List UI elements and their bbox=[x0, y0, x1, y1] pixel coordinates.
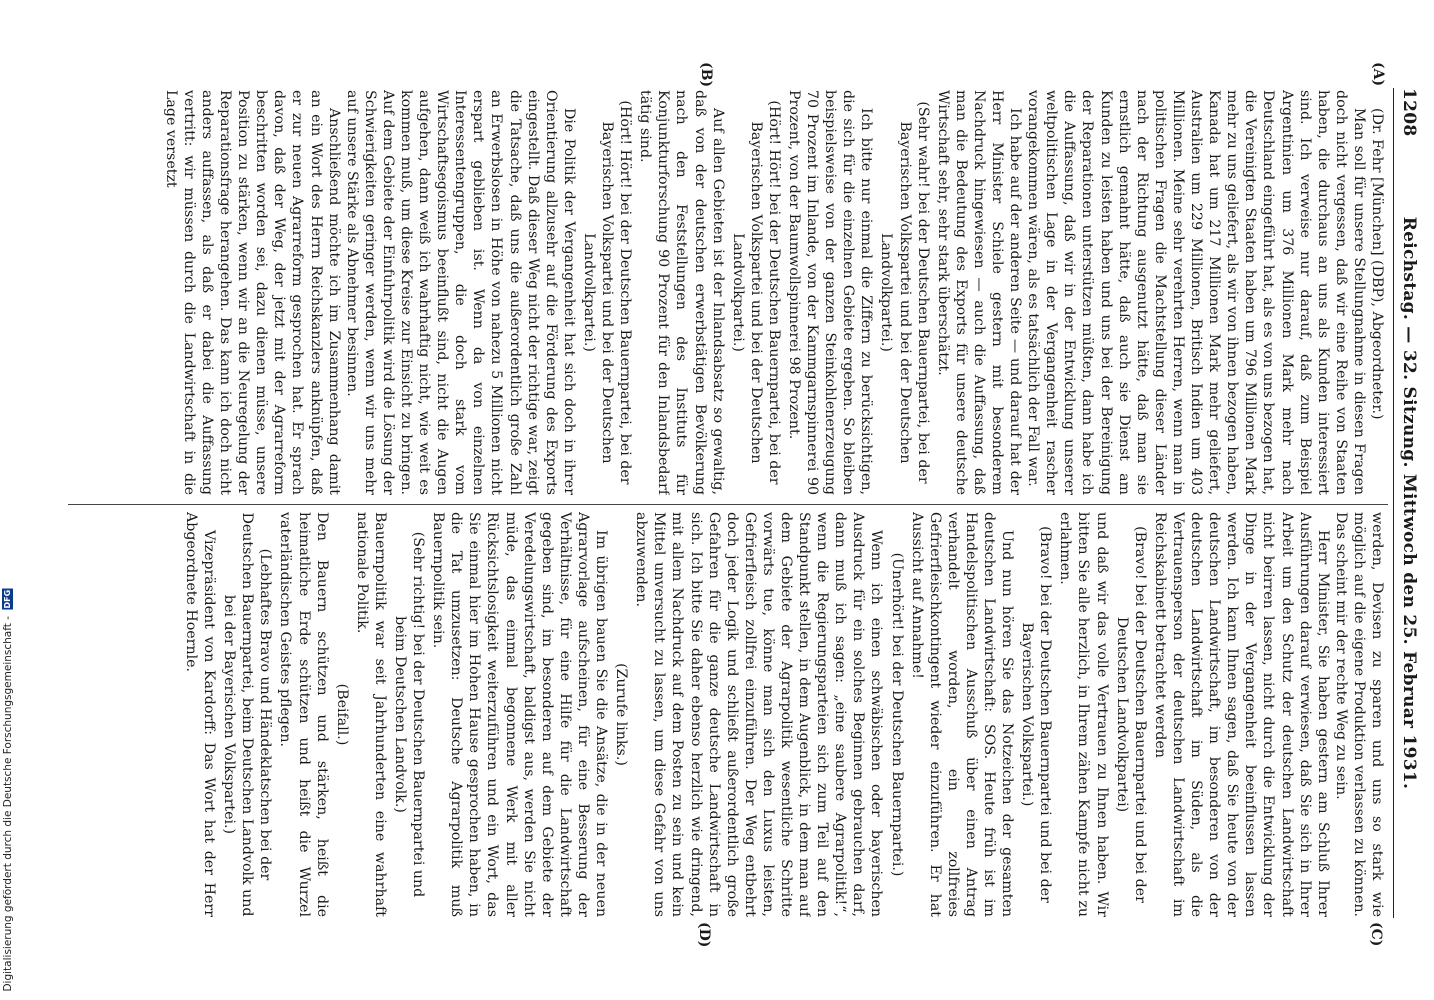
paragraph: Auf allen Gebieten ist der Inlandsabsatz so gewaltig, daß von der deutschen erwerbstätigen Bevölkerung nach den Feststellungen des Instituts für Konjunkturforschung 90 Prozent für den Inlandsbedarf tätig sind. bbox=[637, 90, 726, 495]
interjection: (Sehr wahr! bei der Deutschen Bauernpartei, bei der Bayerischen Volkspartei und bei der Deutschen Landvolkpartei.) bbox=[878, 101, 931, 484]
margin-marker-a: (A) bbox=[1370, 62, 1386, 87]
paragraph: Ich habe auf der anderen Seite — und darauf hat der Herr Minister Schiele gestern mit besonderem Nachdruck hingewiesen — auch die Auffassung, daß man die Bedeutung des Exports für unsere deutsche Wirtschaft sehr, sehr stark überschätzt. bbox=[934, 90, 1024, 495]
paragraph: Die Politik der Vergangenheit hat sich doch in ihrer Orientierung allzusehr auf die Förderung des Exports eingestellt. Daß dieser Weg nicht der richtige war, zeigt die Tatsache, daß uns die außerordentlich große Zahl an Erwerbslosen in Höhe von nahezu 5 Millionen nicht erspart geblieben ist. Wenn da von einzelnen Interessentengruppen, die doch stark vom Wirtschaftsegoismus beeinflußt sind, nicht die Augen aufgehen, dann weiß ich wahrhaftig nicht, wie weit es kommen muß, um diese Kreise zur Einsicht zu bringen. Auf dem Gebiete der Einfuhrpolitik wird die Lösung der Schwierigkeiten geringer werden, wenn wir uns mehr auf unsere Stärke als Abnehmer besinnen. bbox=[343, 90, 577, 495]
margin-marker-c: (C) bbox=[1368, 922, 1384, 947]
paragraph: Herr Minister, Sie haben gestern am Schluß Ihrer Ausführungen darauf verwiesen, daß Sie sich in Ihrer Arbeit um den Schutz der deutschen Landwirtschaft nicht beirren lassen, nicht durch die Entwicklung der Dinge in der Vergangenheit beeinflussen lassen werden. Ich kann Ihnen sagen, daß Sie heute von der deutschen Landwirtschaft, im besonderen von der deutschen Landwirtschaft im Süden, als die Vertrauensperson der deutschen Landwirtschaft im Reichskabinett betrachtet werden bbox=[1151, 512, 1331, 917]
paragraph: Den Bauern schützen und stärken, heißt die heimatliche Erde schützen und heißt die Wurzel vaterländischen Geistes pflegen. bbox=[277, 512, 330, 917]
paragraph: werden, Devisen zu sparen und uns so stark wie möglich auf die eigene Produktion verlassen zu können. Das scheint mir der rechte Weg zu sein. bbox=[1332, 512, 1385, 917]
page-number: 1208 bbox=[1399, 88, 1419, 137]
column-divider bbox=[68, 504, 1388, 505]
interjection: (Hört! Hört! bei der Deutschen Bauernpartei, bei der Bayerischen Volkspartei und bei der Deutschen Landvolkpartei.) bbox=[729, 100, 782, 485]
interjection: (Bravo! bei der Deutschen Bauernpartei und bei der Deutschen Landvolkpartei) bbox=[1113, 526, 1148, 903]
paragraph: Im übrigen bauen Sie die Ansätze, die in der neuen Agrarvorlage aufscheinen, für eine Besserung der Verhältnisse, für eine Hilfe für die Landwirtschaft gegeben sind, im besonderen auf dem Gebiete der Veredelungswirtschaft, baldigst aus, werden Sie nicht müde, das einmal begonnene Werk mit aller Rücksichtslosigkeit weiterzuführen und ein Wort, das Sie einmal hier im Hohen Hause gesprochen haben, in die Tat umzusetzen: Deutsche Agrarpolitik muß Bauernpolitik sein. bbox=[430, 512, 610, 917]
margin-marker-d: (D) bbox=[696, 922, 712, 948]
paragraph: (Dr. Fehr [München] (DBP), Abgeordneter.) bbox=[1369, 108, 1385, 420]
interjection: (Sehr richtig! bei der Deutschen Bauernpartei und beim Deutschen Landvolk.) bbox=[392, 531, 427, 898]
interjection: (Bravo! bei der Deutschen Bauernpartei und bei der Bayerischen Volkspartei.) bbox=[1019, 526, 1054, 903]
paragraph: Und nun hören Sie das Notzeichen der gesamten deutschen Landwirtschaft: SOS. Heute früh ist im Handelspolitischen Ausschuß über einen Antrag verhandelt worden, ein zollfreies Gefrierfleischkontingent wieder einzuführen. Er hat Aussicht auf Annahme! bbox=[908, 512, 1016, 917]
paragraph: und daß wir das volle Vertrauen zu Ihnen haben. Wir bitten Sie alle herzlich, in Ihrem zähen Kampfe nicht zu erlahmen. bbox=[1057, 512, 1110, 917]
paragraph: Vizepräsident von Kardorff: Das Wort hat der Herr Abgeordnete Hoernle. bbox=[183, 512, 218, 917]
paragraph: Anschließend möchte ich im Zusammenhang damit an ein Wort des Herrn Reichskanzlers anknüpfen, daß er zur neuen Agrarreform gesprochen hat. Er sprach davon, daß der Weg, der jetzt mit der Agrarreform beschritten worden sei, dazu dienen müsse, unsere Position zu stärken, wenn wir an die Neuregelung der Reparationsfrage herangehen. Das kann ich doch nicht anders auffassen, als daß er dabei die Auffassung vertritt: wir müssen durch die Landwirtschaft in die Lage versetzt bbox=[162, 90, 342, 495]
interjection: (Beifall.) bbox=[333, 683, 350, 746]
paragraph: Wenn ich einen schwäbischen oder bayerischen Ausdruck für ein solches Beginnen gebrauchen darf, dann muß ich sagen: „eine saubere Agrarpolitik!“, wenn die Regierungsparteien sich zum Teil auf den Standpunkt stellen, in dem Augenblick, in dem man auf dem Gebiete der Agrarpolitik wesentliche Schritte vorwärts tue, könne man sich den Luxus leisten, Gefrierfleisch zollfrei einzuführen. Der Weg entbehrt doch jeder Logik und schließt außerordentlich große Gefahren für die ganze deutsche Landwirtschaft in sich. Ich bitte Sie daher ebenso herzlich wie dringend, mit allem Nachdruck auf dem Posten zu sein und kein Mittel unversucht zu lassen, um diese Gefahr von uns abzuwenden. bbox=[633, 512, 885, 917]
paragraph: Ich bitte nur einmal die Ziffern zu berücksichtigen, die sich für die einzelnen Gebiete ergeben. So bleiben beispielsweise von der ganzen Steinkohlenerzeugung 70 Prozent im Inlande, von der Kammgarnspinnerei 90 Prozent, von der Baumwollspinnerei 98 Prozent. bbox=[786, 90, 875, 495]
interjection: (Lebhaftes Bravo und Händeklatschen bei der Deutschen Bauernpartei, beim Deutschen Landvolk und bei der Bayerischen Volkspartei.) bbox=[221, 512, 274, 917]
right-column bbox=[66, 512, 1386, 917]
header-rule bbox=[1393, 88, 1394, 918]
margin-marker-b: (B) bbox=[698, 62, 714, 88]
credit-text: Digitalisierung gefördert durch die Deutsche Forschungsgemeinschaft - bbox=[2, 616, 14, 992]
interjection: (Zurufe links.) bbox=[613, 663, 630, 766]
paragraph: Man soll für unsere Stellungnahme in diesen Fragen doch nicht vergessen, daß wir eine Reihe von Staaten haben, die durchaus an uns als Kunden interessiert sind. Ich verweise nur darauf, daß zum Beispiel Argentinien um 376 Millionen Mark mehr nach Deutschland eingeführt hat, als es von uns bezogen hat, die Vereinigten Staaten haben um 796 Millionen Mark mehr zu uns geliefert, als wir von ihnen bezogen haben, Kanada hat um 217 Millionen Mark mehr geliefert, Australien um 229 Millionen, Britisch Indien um 403 Millionen. Meine sehr verehrten Herren, wenn man in politischen Fragen die Machtstellung dieser Länder nach der Richtung ausgenutzt hätte, daß man sie ernstlich gemahnt hätte, daß auch sie Dienst am Kunden zu leisten haben und uns bei der Bereinigung der Reparationen unterstützen müßten, dann habe ich die Auffassung, daß wir in der Entwicklung unserer weltpolitischen Lage in der Vergangenheit rascher vorangekommen wären, als es tatsächlich der Fall war. bbox=[1025, 90, 1367, 495]
paragraph: Bauernpolitik war seit Jahrhunderten eine wahrhaft nationale Politik. bbox=[353, 512, 388, 917]
interjection: (Hört! Hört! bei der Deutschen Bauernpartei, bei der Bayerischen Volkspartei und bei der Deutschen Landvolkpartei.) bbox=[580, 100, 634, 485]
dfg-logo: DFG bbox=[3, 590, 12, 610]
page-title: Reichstag. — 32. Sitzung. Mittwoch den 25. Februar 1931. bbox=[1399, 216, 1419, 790]
page-header bbox=[1395, 88, 1419, 918]
interjection: (Unerhört! bei der Deutschen Bauernpartei.) bbox=[888, 552, 905, 877]
left-column bbox=[66, 90, 1386, 495]
